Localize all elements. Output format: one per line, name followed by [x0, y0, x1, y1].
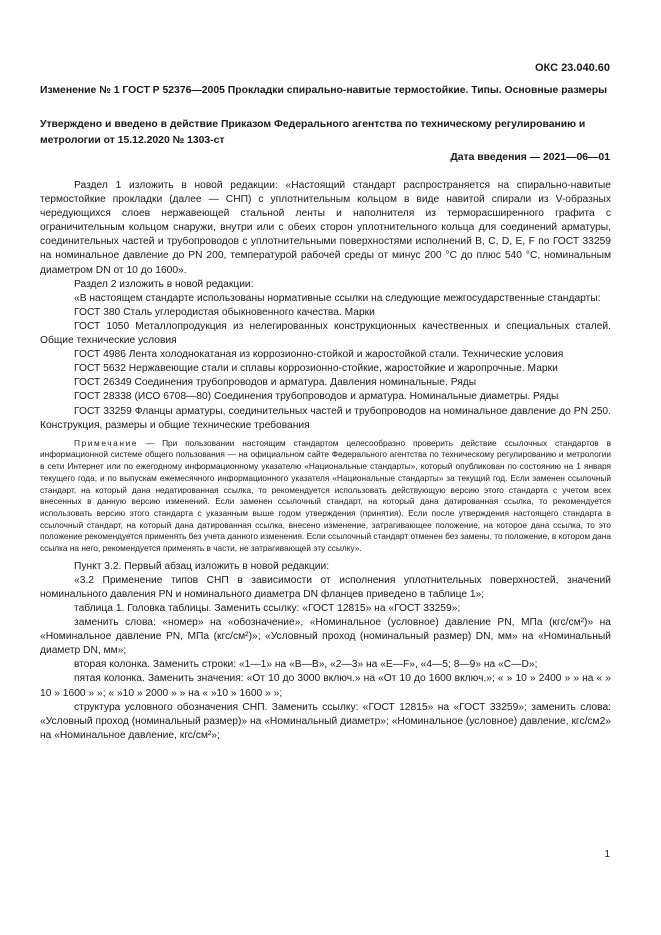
reference-item: ГОСТ 5632 Нержавеющие стали и сплавы коррозионно-стойкие, жаростойкие и жаропрочные. Марки	[74, 363, 558, 375]
paragraph: пятая колонка. Заменить значения: «От 10 до 3000 включ.» на «От 10 до 1600 включ.»; « » 10 » 2400 » » на « » 10 » 1600 » »; « »10 » 2000 » » на « »10 » 1600 » »;	[40, 673, 611, 699]
note-text: — При пользовании настоящим стандартом целесообразно проверить действие ссылочных стандартов в информационной системе общего пользования — на официальном сайте Федерального агентства по техническому регулированию и метрологии в сети Интернет или по ежегодному информационному указателю «Национальные стандарты», который опубликован по состоянию на 1 января текущего года, и по выпускам ежемесячного информационного указателя «Национальные стандарты» за текущий год. Если заменен ссылочный стандарт, на который дана недатированная ссылка, то рекомендуется использовать действующую версию этого стандарта с учетом всех внесенных в данную версию изменений. Если заменен ссылочный стандарт, на который дана датированная ссылка, то рекомендуется использовать версию этого стандарта с указанным выше годом утверждения (принятия). Если после утверждения настоящего стандарта в ссылочный стандарт, на который дана датированная ссылка, внесено изменение, затрагивающее положение, на которое дана ссылка, то это положение рекомендуется применять без учета данного изменения. Если ссылочный стандарт отменен без замены, то положение, в котором дана ссылка на него, рекомендуется применять в части, не затрагивающей эту ссылку».	[40, 437, 611, 554]
introduction-date: Дата введения — 2021—06—01	[450, 152, 610, 163]
paragraph: таблица 1. Головка таблицы. Заменить ссылку: «ГОСТ 12815» на «ГОСТ 33259»;	[74, 603, 461, 614]
paragraph: заменить слова: «номер» на «обозначение», «Номинальное (условное) давление PN, МПа (кгс/см²)» на «Номинальное давление PN, МПа (кгс/см²)»; «Условный проход (номинальный размер) DN, мм» на «Номинальный диаметр DN, мм»;	[40, 617, 611, 657]
paragraph: Раздел 1 изложить в новой редакции: «Настоящий стандарт распространяется на спирально-навитые термостойкие прокладки (далее — СНП) с уплотнительным кольцом в виде навитой спирали из V-образных чередующихся слоев нержавеющей стальной ленты и наполнителя из терморасширенного графита с ограничительным кольцом снаружи, внутри или с обеих сторон уплотнительного кольца для соединений арматуры, соединительных частей и трубопроводов с уплотнительными поверхностями исполнений B, C, D, E, F по ГОСТ 33259 на номинальное давление до PN 200, температурой рабочей среды от минус 200 °С до плюс 540 °С, номинальным диаметром DN от 10 до 1600».	[40, 180, 611, 276]
note	[40, 438, 611, 555]
okc-code: ОКС 23.040.60	[534, 62, 610, 74]
note-label: Примечание	[74, 437, 139, 448]
paragraph: Пункт 3.2. Первый абзац изложить в новой редакции:	[74, 560, 330, 572]
reference-item: ГОСТ 380 Сталь углеродистая обыкновенного качества. Марки	[74, 306, 375, 318]
paragraph: «В настоящем стандарте использованы нормативные ссылки на следующие межгосударственные стандарты:	[74, 292, 601, 304]
reference-item: ГОСТ 28338 (ИСО 6708—80) Соединения трубопроводов и арматура. Номинальные диаметры. Ряды	[74, 391, 559, 403]
document-body	[40, 179, 611, 743]
page-number: 1	[604, 849, 610, 860]
paragraph: «3.2 Применение типов СНП в зависимости от исполнения уплотнительных поверхностей, значений номинального давления PN и номинального диаметра DN фланцев приведено в таблице 1»;	[40, 574, 611, 600]
paragraph: структура условного обозначения СНП. Заменить ссылку: «ГОСТ 12815» на «ГОСТ 33259»; заменить слова: «Условный проход (номинальный размер)» на «Номинальный диаметр»; «Номинальное (условное) давление, кгс/см2» на «Номинальное давление, кгс/см²»;	[40, 701, 611, 741]
reference-item: ГОСТ 4986 Лента холоднокатаная из коррозионно-стойкой и жаростойкой стали. Технические условия	[74, 349, 564, 361]
approval-line: Утверждено и введено в действие Приказом Федерального агентства по техническому регулированию и метрологии от 15.12.2020 № 1303-ст	[40, 119, 586, 146]
amendment-title: Изменение № 1 ГОСТ Р 52376—2005 Прокладки спирально-навитые термостойкие. Типы. Основные размеры	[40, 85, 608, 96]
paragraph: вторая колонка. Заменить строки: «1—1» на «В—В», «2—3» на «Е—F», «4—5; 8—9» на «С—D»;	[74, 659, 538, 671]
reference-item: ГОСТ 1050 Металлопродукция из нелегированных конструкционных качественных и специальных сталей. Общие технические условия	[40, 320, 611, 347]
reference-item: ГОСТ 33259 Фланцы арматуры, соединительных частей и трубопроводов на номинальное давление до PN 250. Конструкция, размеры и общие технические требования	[40, 405, 611, 431]
reference-item: ГОСТ 26349 Соединения трубопроводов и арматура. Давления номинальные. Ряды	[74, 377, 477, 389]
paragraph: Раздел 2 изложить в новой редакции:	[74, 278, 254, 290]
